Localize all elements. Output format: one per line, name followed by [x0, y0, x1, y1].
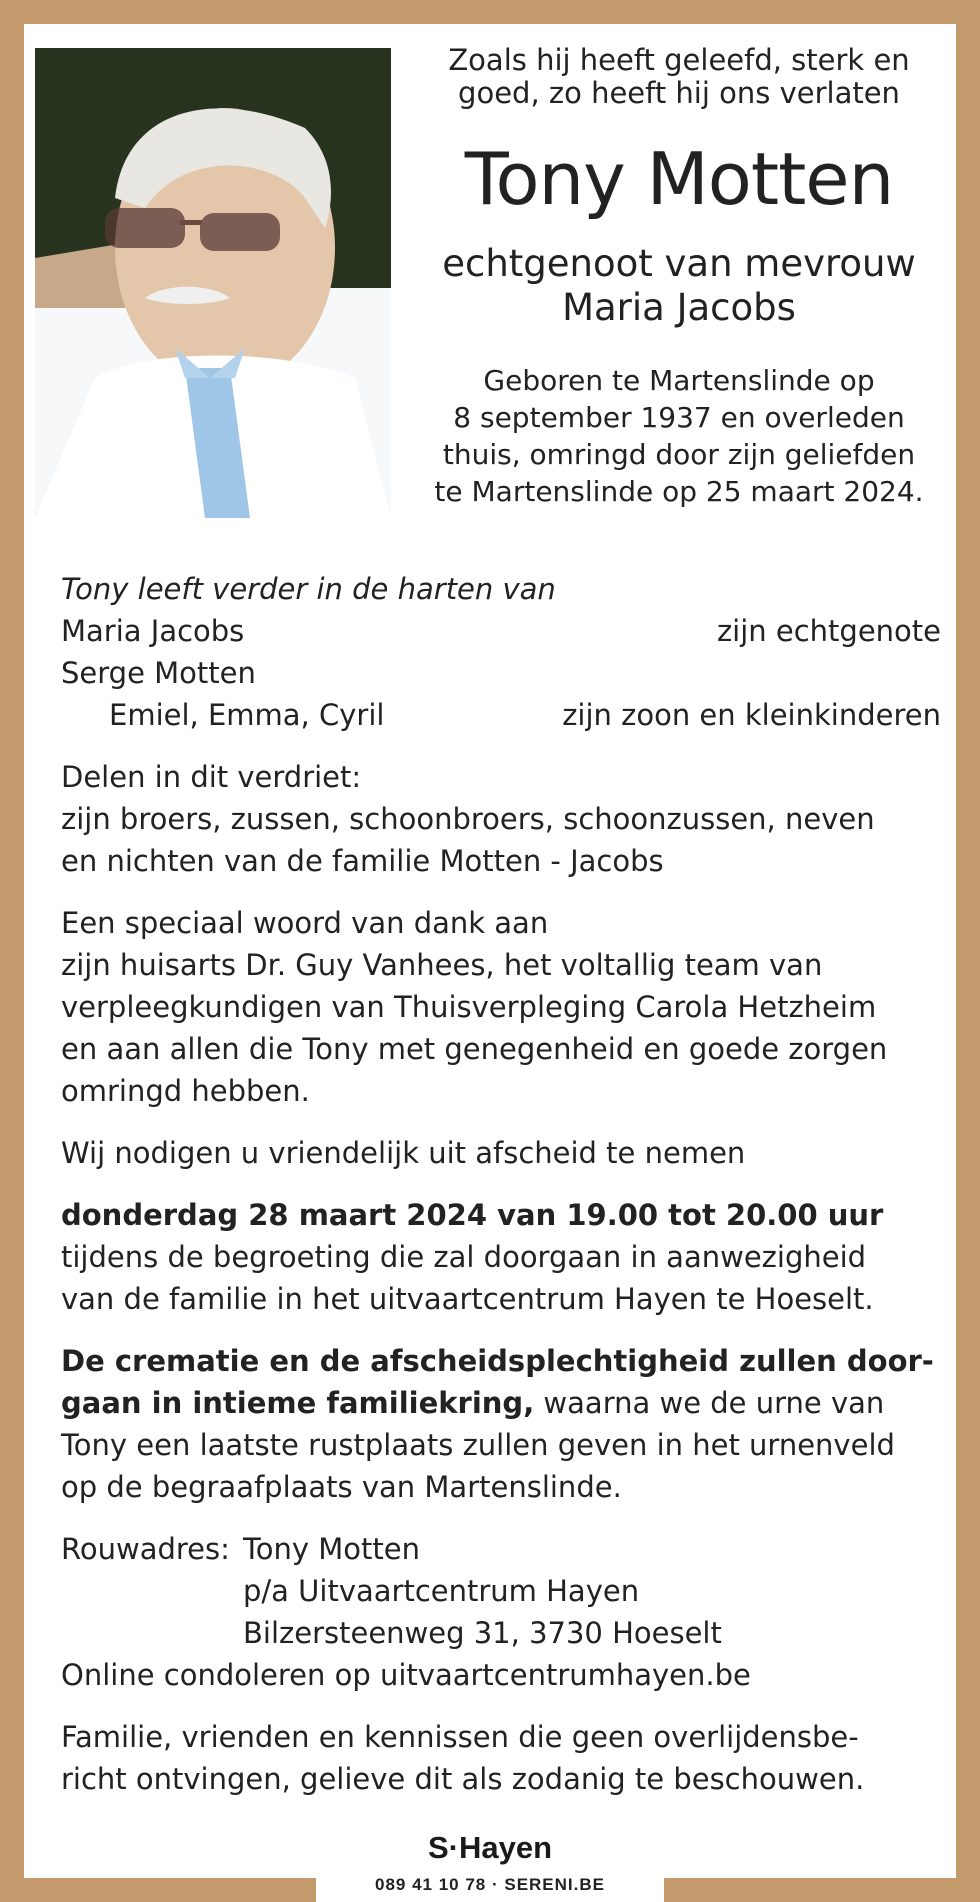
birth-death-info [419, 362, 939, 510]
portrait-photo [35, 48, 391, 518]
cremation-line: op de begraafplaats van Martenslinde. [61, 1470, 622, 1504]
invite-line: Wij nodigen u vriendelijk uit afscheid te nemen [61, 1136, 746, 1170]
closing-line: Familie, vrienden en kennissen die geen overlijdensbe- [61, 1720, 859, 1754]
cremation-bold: De crematie en de afscheidsplechtigheid zullen door- [61, 1344, 934, 1378]
cremation-line: Tony een laatste rustplaats zullen geven in het urnenveld [61, 1428, 895, 1462]
survivor-name: Emiel, Emma, Cyril [109, 698, 385, 732]
survivor-row [61, 694, 941, 736]
sharing-line: zijn broers, zussen, schoonbroers, schoonzussen, neven [61, 802, 875, 836]
motto-line: goed, zo heeft hij ons verlaten [458, 76, 900, 110]
visit-line: van de familie in het uitvaartcentrum Hayen te Hoeselt. [61, 1282, 874, 1316]
birth-line: 8 september 1937 en overleden [453, 401, 905, 434]
portrait-illustration [35, 48, 391, 518]
hayen-logo: S·Hayen [427, 1830, 553, 1865]
visit-line: tijdens de begroeting die zal doorgaan in aanwezigheid [61, 1240, 867, 1274]
motto-line: Zoals hij heeft geleefd, sterk en [448, 43, 910, 77]
thanks-line: en aan allen die Tony met genegenheid en goede zorgen [61, 1032, 888, 1066]
cremation-bold-2: gaan in intieme familiekring, [61, 1386, 535, 1420]
address-lines [243, 1528, 722, 1654]
survivor-name: Serge Motten [61, 656, 256, 690]
obituary-card [24, 24, 956, 1878]
visit-datetime: donderdag 28 maart 2024 van 19.00 tot 20.00 uur [61, 1198, 884, 1232]
survivor-relation: zijn zoon en kleinkinderen [562, 698, 941, 732]
thanks-line: verpleegkundigen van Thuisverpleging Carola Hetzheim [61, 990, 877, 1024]
motto [419, 44, 939, 110]
footer-contact: 089 41 10 78 · SERENI.BE [316, 1868, 664, 1902]
address-line: Tony Motten [243, 1532, 421, 1566]
closing-line: richt ontvingen, gelieve dit als zodanig te beschouwen. [61, 1762, 865, 1796]
thanks-line: omringd hebben. [61, 1074, 310, 1108]
survivor-row [61, 610, 941, 652]
online-condolence: Online condoleren op uitvaartcentrumhayen.be [61, 1658, 751, 1692]
address-line: p/a Uitvaartcentrum Hayen [243, 1574, 640, 1608]
address-label: Rouwadres: [61, 1532, 230, 1566]
survivor-name: Maria Jacobs [61, 614, 245, 648]
survivor-row [61, 652, 941, 694]
spouse-line: Maria Jacobs [562, 286, 796, 329]
birth-line: thuis, omringd door zijn geliefden [442, 438, 916, 471]
cremation-rest: waarna we de urne van [534, 1386, 885, 1420]
cremation-line [61, 1382, 941, 1424]
address-line: Bilzersteenweg 31, 3730 Hoeselt [243, 1616, 722, 1650]
thanks-line: zijn huisarts Dr. Guy Vanhees, het voltallig team van [61, 948, 823, 982]
survivors-intro: Tony leeft verder in de harten van [61, 572, 556, 606]
sharing-line: Delen in dit verdriet: [61, 760, 362, 794]
thanks-line: Een speciaal woord van dank aan [61, 906, 549, 940]
sharing-line: en nichten van de familie Motten - Jacobs [61, 844, 664, 878]
birth-line: Geboren te Martenslinde op [483, 364, 875, 397]
address-block [61, 1528, 941, 1654]
survivor-relation: zijn echtgenote [716, 614, 941, 648]
birth-line: te Martenslinde op 25 maart 2024. [434, 475, 924, 508]
obituary-body [61, 568, 941, 1800]
spouse-line: echtgenoot van mevrouw [442, 242, 916, 285]
spouse-info [419, 242, 939, 330]
deceased-name: Tony Motten [464, 137, 894, 221]
